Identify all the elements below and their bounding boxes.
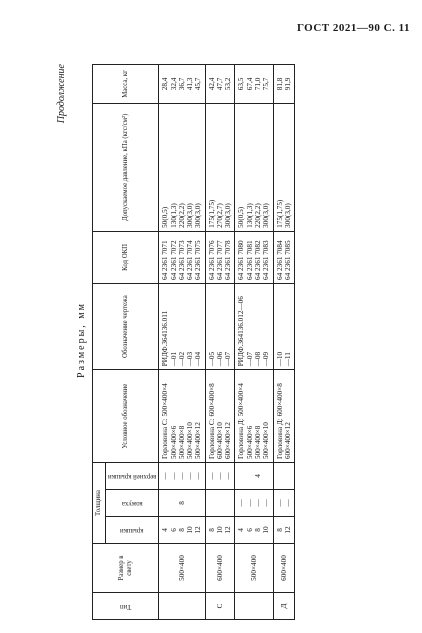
upper-cover-thickness-cell-value [284, 466, 292, 486]
pressure-cell-value: 50(0,5) [237, 206, 246, 228]
pressure-cell-value: 175(1,75) [275, 199, 284, 228]
casing-thickness-cell [235, 490, 273, 517]
size-cell: 600×400 [205, 544, 235, 593]
okp-cell-value: 64 2361 7072 [169, 240, 178, 280]
header-okp: Код ОКП [93, 231, 159, 283]
okp-cell-value: 64 2361 7077 [215, 240, 224, 280]
mass-cell-value: 71,0 [254, 77, 263, 91]
casing-thickness-cell-value: — [245, 499, 254, 507]
continuation-label: Продолжение [56, 64, 67, 124]
okp-cell [205, 231, 235, 283]
designation-cell-value: 600×400×12 [224, 422, 233, 459]
drawing-cell-value: —10 [275, 351, 284, 367]
mass-cell [205, 65, 235, 104]
mass-cell-value: 67,4 [245, 77, 254, 91]
casing-thickness-cell-value [186, 493, 194, 513]
okp-cell-value: 64 2361 7082 [254, 240, 263, 280]
designation-cell-value: 500×400×10 [186, 422, 195, 459]
mass-cell-value: 32,4 [169, 77, 178, 91]
mass-cell-value: 47,7 [215, 77, 224, 91]
header-thickness: Толщина [93, 463, 106, 544]
okp-cell-value: 64 2361 7078 [224, 240, 233, 280]
designation-cell [273, 370, 295, 463]
designation-cell-value: 500×400×8 [254, 425, 263, 459]
mass-cell-value: 45,7 [194, 77, 203, 91]
okp-cell-value: 64 2361 7081 [245, 240, 254, 280]
upper-cover-thickness-cell [205, 463, 235, 490]
casing-thickness-cell-value: — [275, 499, 284, 507]
mass-cell-value: 53,2 [224, 77, 233, 91]
okp-cell-value: 64 2361 7083 [262, 240, 271, 280]
mass-cell [159, 65, 205, 104]
type-cell: Д [273, 593, 295, 620]
drawing-cell-value: —06 [215, 351, 224, 367]
casing-thickness-cell [273, 490, 295, 517]
pressure-cell [273, 103, 295, 231]
drawing-cell-value: —07 [245, 351, 254, 367]
drawing-cell [273, 283, 295, 369]
table-row [235, 65, 273, 620]
casing-thickness-cell-value [208, 493, 216, 513]
designation-cell [235, 370, 273, 463]
casing-thickness-cell-value [161, 493, 169, 513]
cover-thickness-cell-value: 10 [262, 526, 271, 534]
upper-cover-thickness-cell-value [237, 466, 245, 486]
header-casing: кожуха [105, 490, 158, 517]
pressure-cell-value: 130(1,3) [245, 203, 254, 228]
upper-cover-thickness-cell-value: 4 [254, 474, 263, 478]
drawing-cell-value: —02 [177, 351, 186, 367]
casing-thickness-cell-value [224, 493, 232, 513]
cover-thickness-cell-value: 12 [194, 526, 203, 534]
rotated-table-area [56, 60, 396, 620]
okp-cell [273, 231, 295, 283]
page-header: ГОСТ 2021—90 С. 11 [296, 22, 410, 34]
gorlovina-table [92, 64, 295, 620]
header-cover: крышки [105, 517, 158, 544]
header-pressure: Допускаемое давление, кПа (кгс/см²) [93, 103, 159, 231]
pressure-cell-value: 300(3,0) [283, 203, 292, 228]
upper-cover-thickness-cell [159, 463, 205, 490]
cover-thickness-cell-value: 10 [215, 526, 224, 534]
table-row [273, 65, 295, 620]
drawing-cell-value: —11 [283, 352, 292, 367]
casing-thickness-cell-value: 8 [177, 501, 186, 505]
table-body [159, 65, 295, 620]
drawing-cell-value: РИДФ.364136.011 [161, 310, 170, 367]
casing-thickness-cell-value [194, 493, 202, 513]
upper-cover-thickness-cell-value: — [207, 472, 216, 480]
header-upper-cover: верхней крышки [105, 463, 158, 490]
upper-cover-thickness-cell-value: — [215, 472, 224, 480]
type-cell [235, 593, 273, 620]
mass-cell-value: 81,8 [275, 77, 284, 91]
okp-cell-value: 64 2361 7085 [283, 240, 292, 280]
designation-cell-value: 600×400×10 [215, 422, 224, 459]
upper-cover-thickness-cell-value [262, 466, 270, 486]
pressure-cell-value: 300(3,0) [262, 203, 271, 228]
casing-thickness-cell-value: — [254, 499, 263, 507]
cover-thickness-cell-value: 10 [186, 526, 195, 534]
okp-cell-value: 64 2361 7074 [186, 240, 195, 280]
drawing-cell [159, 283, 205, 369]
okp-cell-value: 64 2361 7076 [207, 240, 216, 280]
cover-thickness-cell-value: 8 [177, 528, 186, 532]
upper-cover-thickness-cell-value [246, 466, 254, 486]
drawing-cell-value: —09 [262, 351, 271, 367]
drawing-cell-value: —08 [254, 351, 263, 367]
drawing-cell-value: —04 [194, 351, 203, 367]
size-cell: 500×400 [159, 544, 205, 593]
upper-cover-thickness-cell [235, 463, 273, 490]
designation-cell-value: 500×400×12 [194, 422, 203, 459]
cover-thickness-cell-value: 12 [224, 526, 233, 534]
cover-thickness-cell-value: 4 [237, 528, 246, 532]
cover-thickness-cell [273, 517, 295, 544]
upper-cover-thickness-cell-value: — [177, 472, 186, 480]
dimensions-heading: Размеры, мм [76, 302, 87, 378]
cover-thickness-cell-value: 8 [207, 528, 216, 532]
pressure-cell-value: 220(2,2) [177, 203, 186, 228]
designation-cell-value: 500×400×10 [262, 422, 271, 459]
designation-cell-value: 500×400×6 [169, 425, 178, 459]
okp-cell-value: 64 2361 7080 [237, 240, 246, 280]
cover-thickness-cell-value: 8 [275, 528, 284, 532]
cover-thickness-cell [235, 517, 273, 544]
mass-cell-value: 42,4 [207, 77, 216, 91]
cover-thickness-cell [159, 517, 205, 544]
okp-cell [159, 231, 205, 283]
designation-cell-value: 500×400×6 [245, 425, 254, 459]
casing-thickness-cell-value: — [262, 499, 271, 507]
pressure-cell-value: 50(0,5) [161, 206, 170, 228]
mass-cell-value: 91,9 [283, 77, 292, 91]
pressure-cell [205, 103, 235, 231]
drawing-cell-value: —07 [224, 351, 233, 367]
upper-cover-thickness-cell [273, 463, 295, 490]
cover-thickness-cell-value: 4 [161, 528, 170, 532]
header-type: Тип [93, 593, 159, 620]
okp-cell-value: 64 2361 7084 [275, 240, 284, 280]
okp-cell-value: 64 2361 7073 [177, 240, 186, 280]
pressure-cell-value: 220(2,2) [254, 203, 263, 228]
drawing-cell-value: —03 [186, 351, 195, 367]
size-cell: 500×400 [235, 544, 273, 593]
casing-thickness-cell-value [170, 493, 178, 513]
designation-cell [205, 370, 235, 463]
mass-cell-value: 63,5 [237, 77, 246, 91]
header-row [93, 65, 106, 620]
mass-cell-value: 28,4 [161, 77, 170, 91]
size-cell: 600×400 [273, 544, 295, 593]
casing-thickness-cell-value: — [237, 499, 246, 507]
type-cell: С [205, 593, 235, 620]
casing-thickness-cell [159, 490, 205, 517]
pressure-cell-value: 270(2,7) [215, 203, 224, 228]
upper-cover-thickness-cell-value: — [194, 472, 203, 480]
drawing-cell-value: РИДФ.364136.012—06 [237, 296, 246, 367]
drawing-cell [235, 283, 273, 369]
pressure-cell-value: 175(1,75) [207, 199, 216, 228]
pressure-cell-value: 300(3,0) [224, 203, 233, 228]
casing-thickness-cell [205, 490, 235, 517]
designation-cell-value: Горловина С: 600×400×8 [207, 383, 216, 459]
okp-cell-value: 64 2361 7071 [161, 240, 170, 280]
upper-cover-thickness-cell-value: — [224, 472, 233, 480]
cover-thickness-cell [205, 517, 235, 544]
mass-cell [273, 65, 295, 104]
upper-cover-thickness-cell-value: — [186, 472, 195, 480]
header-size: Размер в свету [93, 544, 159, 593]
cover-thickness-cell-value: 6 [169, 528, 178, 532]
pressure-cell [235, 103, 273, 231]
designation-cell-value: Горловина Д: 500×400×4 [237, 383, 246, 459]
casing-thickness-cell-value [216, 493, 224, 513]
upper-cover-thickness-cell-value [276, 466, 284, 486]
header-designation: Условное обозначение [93, 370, 159, 463]
drawing-cell-value: —01 [169, 351, 178, 367]
cover-thickness-cell-value: 6 [245, 528, 254, 532]
mass-cell-value: 75,7 [262, 77, 271, 91]
drawing-cell [205, 283, 235, 369]
mass-cell-value: 41,3 [186, 77, 195, 91]
pressure-cell-value: 300(3,0) [194, 203, 203, 228]
pressure-cell-value: 130(1,3) [169, 203, 178, 228]
designation-cell [159, 370, 205, 463]
designation-cell-value: Горловина С: 500×400×4 [161, 383, 170, 459]
okp-cell-value: 64 2361 7075 [194, 240, 203, 280]
upper-cover-thickness-cell-value: — [169, 472, 178, 480]
table-row [159, 65, 205, 620]
header-mass: Масса, кг [93, 65, 159, 104]
designation-cell-value: 500×400×8 [177, 425, 186, 459]
designation-cell-value: Горловина Д: 600×400×8 [275, 383, 284, 459]
casing-thickness-cell-value: — [283, 499, 292, 507]
okp-cell [235, 231, 273, 283]
designation-cell-value: 600×400×12 [283, 422, 292, 459]
cover-thickness-cell-value: 12 [283, 526, 292, 534]
pressure-cell-value: 300(3,0) [186, 203, 195, 228]
drawing-cell-value: —05 [207, 351, 216, 367]
mass-cell-value: 36,7 [177, 77, 186, 91]
type-cell [159, 593, 205, 620]
header-drawing: Обозначение чертежа [93, 283, 159, 369]
pressure-cell [159, 103, 205, 231]
upper-cover-thickness-cell-value: — [161, 472, 170, 480]
mass-cell [235, 65, 273, 104]
cover-thickness-cell-value: 8 [254, 528, 263, 532]
table-row [205, 65, 235, 620]
